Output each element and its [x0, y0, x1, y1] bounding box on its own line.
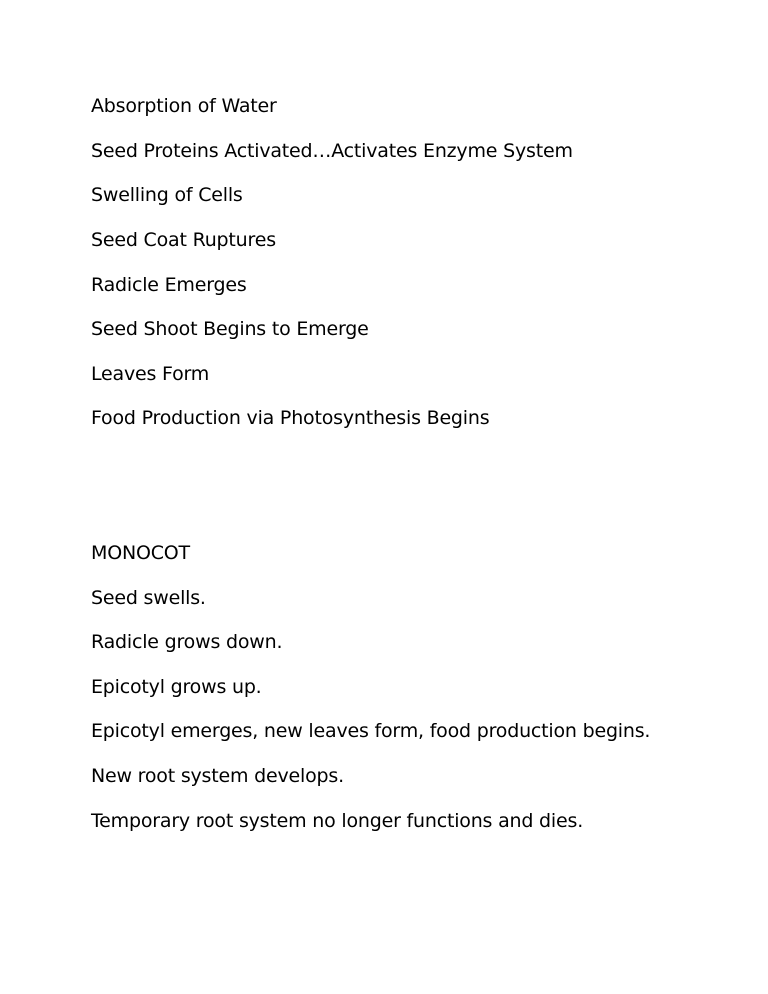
germination-step-2: Seed Proteins Activated…Activates Enzyme System [91, 140, 573, 162]
germination-step-1: Absorption of Water [91, 95, 277, 117]
germination-step-8: Food Production via Photosynthesis Begins [91, 407, 490, 429]
germination-step-6: Seed Shoot Begins to Emerge [91, 318, 369, 340]
monocot-heading: MONOCOT [91, 542, 190, 564]
monocot-step-4: Epicotyl emerges, new leaves form, food production begins. [91, 720, 651, 742]
monocot-step-3: Epicotyl grows up. [91, 676, 262, 698]
monocot-step-2: Radicle grows down. [91, 631, 283, 653]
monocot-step-5: New root system develops. [91, 765, 344, 787]
germination-step-4: Seed Coat Ruptures [91, 229, 276, 251]
monocot-step-1: Seed swells. [91, 587, 206, 609]
germination-step-3: Swelling of Cells [91, 184, 243, 206]
germination-step-5: Radicle Emerges [91, 274, 247, 296]
germination-step-7: Leaves Form [91, 363, 210, 385]
monocot-step-6: Temporary root system no longer functions and dies. [91, 810, 584, 832]
